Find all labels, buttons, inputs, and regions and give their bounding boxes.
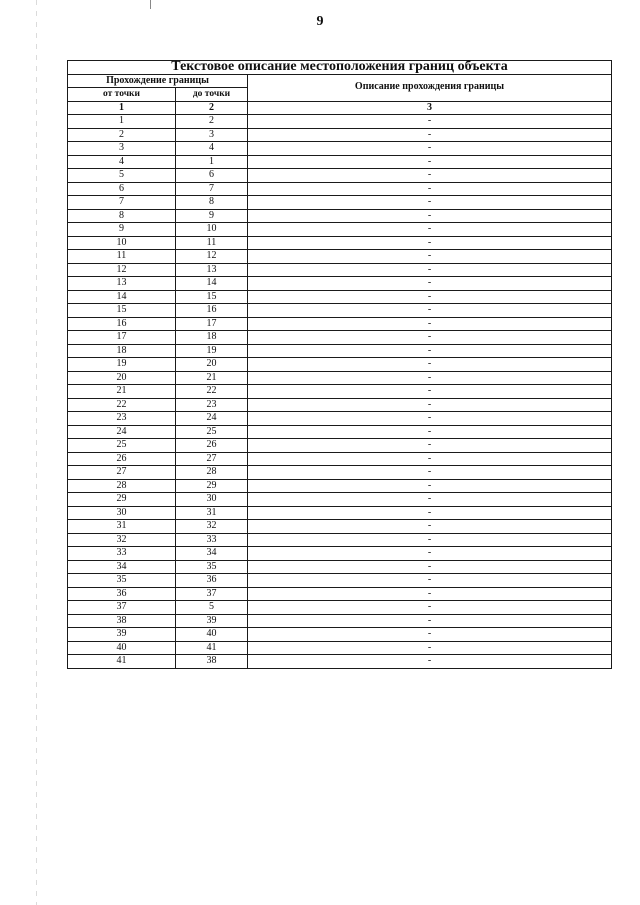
from-point-cell: 3 bbox=[68, 142, 176, 156]
to-point-cell: 25 bbox=[176, 425, 248, 439]
description-cell: - bbox=[248, 169, 612, 183]
from-point-cell: 34 bbox=[68, 560, 176, 574]
from-point-cell: 7 bbox=[68, 196, 176, 210]
page-number: 9 bbox=[316, 14, 324, 29]
to-point-cell: 6 bbox=[176, 169, 248, 183]
table-row bbox=[68, 614, 612, 628]
from-point-cell: 17 bbox=[68, 331, 176, 345]
to-point-cell: 36 bbox=[176, 574, 248, 588]
table-row bbox=[68, 169, 612, 183]
to-point-cell: 38 bbox=[176, 655, 248, 669]
from-point-cell: 28 bbox=[68, 479, 176, 493]
table-body bbox=[68, 115, 612, 669]
description-cell: - bbox=[248, 290, 612, 304]
scan-margin-line bbox=[36, 0, 37, 905]
description-cell: - bbox=[248, 115, 612, 129]
table-row bbox=[68, 412, 612, 426]
table-row bbox=[68, 196, 612, 210]
from-point-cell: 9 bbox=[68, 223, 176, 237]
from-point-cell: 29 bbox=[68, 493, 176, 507]
description-cell: - bbox=[248, 209, 612, 223]
table-row bbox=[68, 398, 612, 412]
from-point-cell: 33 bbox=[68, 547, 176, 561]
description-cell: - bbox=[248, 236, 612, 250]
column-number-2: 2 bbox=[176, 101, 248, 115]
from-point-cell: 19 bbox=[68, 358, 176, 372]
from-point-cell: 11 bbox=[68, 250, 176, 264]
to-point-cell: 12 bbox=[176, 250, 248, 264]
description-cell: - bbox=[248, 398, 612, 412]
table-row bbox=[68, 236, 612, 250]
description-cell: - bbox=[248, 628, 612, 642]
to-point-cell: 32 bbox=[176, 520, 248, 534]
table-row bbox=[68, 547, 612, 561]
description-cell: - bbox=[248, 263, 612, 277]
from-point-cell: 38 bbox=[68, 614, 176, 628]
description-cell: - bbox=[248, 385, 612, 399]
description-cell: - bbox=[248, 304, 612, 318]
description-cell: - bbox=[248, 601, 612, 615]
from-point-cell: 20 bbox=[68, 371, 176, 385]
from-point-cell: 37 bbox=[68, 601, 176, 615]
to-point-cell: 11 bbox=[176, 236, 248, 250]
from-point-cell: 16 bbox=[68, 317, 176, 331]
table-row bbox=[68, 142, 612, 156]
from-point-cell: 22 bbox=[68, 398, 176, 412]
table-row bbox=[68, 155, 612, 169]
from-point-cell: 31 bbox=[68, 520, 176, 534]
table-row bbox=[68, 223, 612, 237]
to-point-cell: 28 bbox=[176, 466, 248, 480]
to-point-cell: 40 bbox=[176, 628, 248, 642]
from-point-cell: 25 bbox=[68, 439, 176, 453]
description-cell: - bbox=[248, 358, 612, 372]
table-row bbox=[68, 641, 612, 655]
to-point-cell: 18 bbox=[176, 331, 248, 345]
to-point-cell: 19 bbox=[176, 344, 248, 358]
from-point-cell: 15 bbox=[68, 304, 176, 318]
table-row bbox=[68, 520, 612, 534]
to-point-cell: 4 bbox=[176, 142, 248, 156]
description-cell: - bbox=[248, 142, 612, 156]
table-row bbox=[68, 358, 612, 372]
to-point-cell: 21 bbox=[176, 371, 248, 385]
table-row bbox=[68, 574, 612, 588]
table-row bbox=[68, 331, 612, 345]
to-point-cell: 14 bbox=[176, 277, 248, 291]
title-row bbox=[68, 61, 612, 75]
description-header: Описание прохождения границы bbox=[248, 74, 612, 101]
to-point-cell: 37 bbox=[176, 587, 248, 601]
to-point-cell: 3 bbox=[176, 128, 248, 142]
table-row bbox=[68, 655, 612, 669]
to-point-cell: 41 bbox=[176, 641, 248, 655]
description-cell: - bbox=[248, 614, 612, 628]
description-cell: - bbox=[248, 506, 612, 520]
description-cell: - bbox=[248, 412, 612, 426]
from-point-cell: 26 bbox=[68, 452, 176, 466]
description-cell: - bbox=[248, 493, 612, 507]
from-point-cell: 4 bbox=[68, 155, 176, 169]
table-row bbox=[68, 263, 612, 277]
from-point-cell: 18 bbox=[68, 344, 176, 358]
from-point-cell: 39 bbox=[68, 628, 176, 642]
table-row bbox=[68, 560, 612, 574]
from-point-cell: 40 bbox=[68, 641, 176, 655]
from-point-cell: 5 bbox=[68, 169, 176, 183]
table-row bbox=[68, 628, 612, 642]
table-row bbox=[68, 506, 612, 520]
table-row bbox=[68, 439, 612, 453]
to-point-cell: 30 bbox=[176, 493, 248, 507]
description-cell: - bbox=[248, 641, 612, 655]
from-point-cell: 1 bbox=[68, 115, 176, 129]
from-point-cell: 14 bbox=[68, 290, 176, 304]
from-point-cell: 36 bbox=[68, 587, 176, 601]
table-row bbox=[68, 601, 612, 615]
description-cell: - bbox=[248, 331, 612, 345]
to-point-cell: 35 bbox=[176, 560, 248, 574]
column-number-row bbox=[68, 101, 612, 115]
table-header bbox=[68, 61, 612, 115]
from-point-cell: 6 bbox=[68, 182, 176, 196]
to-point-cell: 27 bbox=[176, 452, 248, 466]
description-cell: - bbox=[248, 439, 612, 453]
table-row bbox=[68, 115, 612, 129]
description-cell: - bbox=[248, 223, 612, 237]
from-point-cell: 24 bbox=[68, 425, 176, 439]
table-row bbox=[68, 587, 612, 601]
column-number-3: 3 bbox=[248, 101, 612, 115]
table-row bbox=[68, 466, 612, 480]
description-cell: - bbox=[248, 425, 612, 439]
to-point-cell: 33 bbox=[176, 533, 248, 547]
to-point-cell: 17 bbox=[176, 317, 248, 331]
table-row bbox=[68, 385, 612, 399]
description-cell: - bbox=[248, 344, 612, 358]
from-point-cell: 30 bbox=[68, 506, 176, 520]
group-header-row bbox=[68, 74, 612, 88]
to-point-cell: 16 bbox=[176, 304, 248, 318]
to-point-cell: 1 bbox=[176, 155, 248, 169]
column-number-1: 1 bbox=[68, 101, 176, 115]
description-cell: - bbox=[248, 250, 612, 264]
from-point-cell: 8 bbox=[68, 209, 176, 223]
table-row bbox=[68, 425, 612, 439]
description-cell: - bbox=[248, 371, 612, 385]
to-point-header: до точки bbox=[176, 88, 248, 102]
description-cell: - bbox=[248, 587, 612, 601]
description-cell: - bbox=[248, 655, 612, 669]
description-cell: - bbox=[248, 479, 612, 493]
to-point-cell: 13 bbox=[176, 263, 248, 277]
to-point-cell: 8 bbox=[176, 196, 248, 210]
to-point-cell: 31 bbox=[176, 506, 248, 520]
to-point-cell: 20 bbox=[176, 358, 248, 372]
description-cell: - bbox=[248, 466, 612, 480]
from-point-cell: 12 bbox=[68, 263, 176, 277]
to-point-cell: 2 bbox=[176, 115, 248, 129]
table-row bbox=[68, 479, 612, 493]
description-cell: - bbox=[248, 317, 612, 331]
table-row bbox=[68, 277, 612, 291]
description-cell: - bbox=[248, 533, 612, 547]
boundary-description-table bbox=[67, 60, 612, 669]
from-point-cell: 27 bbox=[68, 466, 176, 480]
to-point-cell: 26 bbox=[176, 439, 248, 453]
description-cell: - bbox=[248, 560, 612, 574]
table-row bbox=[68, 182, 612, 196]
to-point-cell: 9 bbox=[176, 209, 248, 223]
from-point-cell: 21 bbox=[68, 385, 176, 399]
to-point-cell: 22 bbox=[176, 385, 248, 399]
to-point-cell: 23 bbox=[176, 398, 248, 412]
from-point-cell: 23 bbox=[68, 412, 176, 426]
to-point-cell: 15 bbox=[176, 290, 248, 304]
to-point-cell: 7 bbox=[176, 182, 248, 196]
to-point-cell: 24 bbox=[176, 412, 248, 426]
to-point-cell: 10 bbox=[176, 223, 248, 237]
scan-mark bbox=[150, 0, 151, 9]
from-point-cell: 41 bbox=[68, 655, 176, 669]
from-point-cell: 35 bbox=[68, 574, 176, 588]
description-cell: - bbox=[248, 547, 612, 561]
description-cell: - bbox=[248, 520, 612, 534]
table-row bbox=[68, 452, 612, 466]
table-title: Текстовое описание местоположения границ объекта bbox=[68, 61, 612, 75]
from-point-cell: 32 bbox=[68, 533, 176, 547]
to-point-cell: 5 bbox=[176, 601, 248, 615]
table-row bbox=[68, 533, 612, 547]
boundary-passage-header: Прохождение границы bbox=[68, 74, 248, 88]
from-point-header: от точки bbox=[68, 88, 176, 102]
from-point-cell: 10 bbox=[68, 236, 176, 250]
description-cell: - bbox=[248, 196, 612, 210]
table-row bbox=[68, 250, 612, 264]
table-row bbox=[68, 317, 612, 331]
table-row bbox=[68, 344, 612, 358]
description-cell: - bbox=[248, 452, 612, 466]
table-row bbox=[68, 290, 612, 304]
description-cell: - bbox=[248, 574, 612, 588]
table-row bbox=[68, 371, 612, 385]
description-cell: - bbox=[248, 277, 612, 291]
to-point-cell: 29 bbox=[176, 479, 248, 493]
from-point-cell: 13 bbox=[68, 277, 176, 291]
table-row bbox=[68, 209, 612, 223]
to-point-cell: 39 bbox=[176, 614, 248, 628]
to-point-cell: 34 bbox=[176, 547, 248, 561]
table-row bbox=[68, 128, 612, 142]
table-row bbox=[68, 304, 612, 318]
table-row bbox=[68, 493, 612, 507]
description-cell: - bbox=[248, 155, 612, 169]
description-cell: - bbox=[248, 182, 612, 196]
description-cell: - bbox=[248, 128, 612, 142]
from-point-cell: 2 bbox=[68, 128, 176, 142]
